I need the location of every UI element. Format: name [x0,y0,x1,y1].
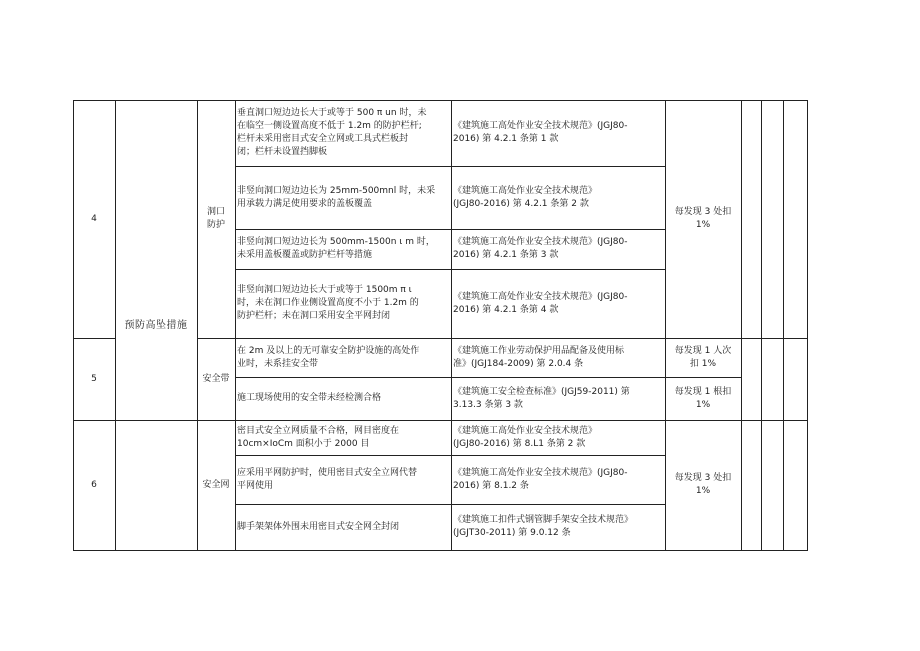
table-border [235,504,665,505]
table-border [115,100,116,550]
table-border [197,100,198,550]
penalty-rule: 每发现 3 处扣 1% [674,473,732,496]
table-border [235,229,665,230]
table-border [235,269,665,270]
table-border [73,100,74,550]
table-border [741,100,742,550]
issue-description: 密目式安全立网质量不合格，网目密度在 10cm×IoCm 面积小于 2000 目 [237,425,400,449]
standard-reference: 《建筑施工高处作业安全技术规范》(JGJ80- 2016) 第 8.1.2 条 [453,467,628,491]
table-border [807,100,808,551]
table-border [197,338,808,339]
table-border [665,100,666,550]
standards-table [73,100,808,550]
table-border [235,100,236,550]
penalty-rule: 每发现 1 人次 扣 1% [674,345,732,369]
issue-description: 应采用平网防护时，使用密目式安全立网代替 平网使用 [237,467,418,491]
penalty-rule: 每发现 1 根扣 1% [674,386,732,410]
standard-reference: 《建筑施工高处作业安全技术规范》(JGJ80- 2016) 第 4.2.1 条第 3 款 [453,237,628,260]
issue-description: 垂直洞口短边边长大于或等于 500 π un 时，未 在临空一侧设置高度不低于 1.2m 的防护栏杆; 栏杆未采用密目式安全立网或工具式栏板封 闭；栏杆未设置挡脚板 [237,108,427,157]
table-border [783,100,784,550]
issue-description: 非竖向洞口短边边长大于或等于 1500m π ι 时，未在洞口作业侧设置高度不小于 1.2m 的 防护栏杆；未在洞口采用安全平网封闭 [237,285,419,321]
issue-description: 非竖向洞口短边边长为 25mm-500mnl 时，未采 用承载力满足使用要求的盖板覆盖 [237,185,436,209]
issue-description: 脚手架架体外围未用密目式安全网全封闭 [237,521,400,532]
table-border [73,420,808,421]
inspection-item: 安全带 [202,373,230,384]
penalty-rule: 每发现 3 处扣 1% [674,207,732,230]
table-border [761,100,762,550]
table-border [73,338,115,339]
row-number: 5 [91,373,97,384]
standard-reference: 《建筑施工扣件式钢管脚手架安全技术规范》 (JGJT30-2011) 第 9.0.12 条 [453,515,634,538]
table-border [235,166,665,167]
table-border [235,455,665,456]
table-border [235,377,741,378]
row-number: 4 [91,213,97,224]
issue-description: 在 2m 及以上的无可靠安全防护设施的高处作 业时，未系挂安全带 [237,345,420,369]
standard-reference: 《建筑施工高处作业安全技术规范》(JGJ80- 2016) 第 4.2.1 条第 1 款 [453,121,628,144]
issue-description: 非竖向洞口短边边长为 500mm-1500n ι m 时， 未采用盖板覆盖或防护栏杆等措施 [237,237,435,260]
standard-reference: 《建筑施工高处作业安全技术规范》 (JGJ80-2016) 第 4.2.1 条第 2 款 [453,185,598,209]
issue-description: 施工现场使用的安全带未经检测合格 [237,393,382,403]
table-border [451,100,452,550]
inspection-item: 洞口 防护 [206,207,225,230]
standard-reference: 《建筑施工高处作业安全技术规范》(JGJ80- 2016) 第 4.2.1 条第 4 款 [453,291,628,315]
standard-reference: 《建筑施工安全检查标准》(JGJ59-2011) 第 3.13.3 条第 3 款 [453,386,630,410]
category-label: 预防高坠措施 [124,319,188,331]
row-number: 6 [91,479,97,490]
standard-reference: 《建筑施工高处作业安全技术规范》 (JGJ80-2016) 第 8.L1 条第 2 款 [453,425,598,449]
table-border [73,550,808,551]
standard-reference: 《建筑施工作业劳动保护用品配备及使用标 准》(JGJ184-2009) 第 2.0.4 条 [453,345,625,369]
inspection-item: 安全网 [202,479,230,490]
table-border [73,100,808,101]
